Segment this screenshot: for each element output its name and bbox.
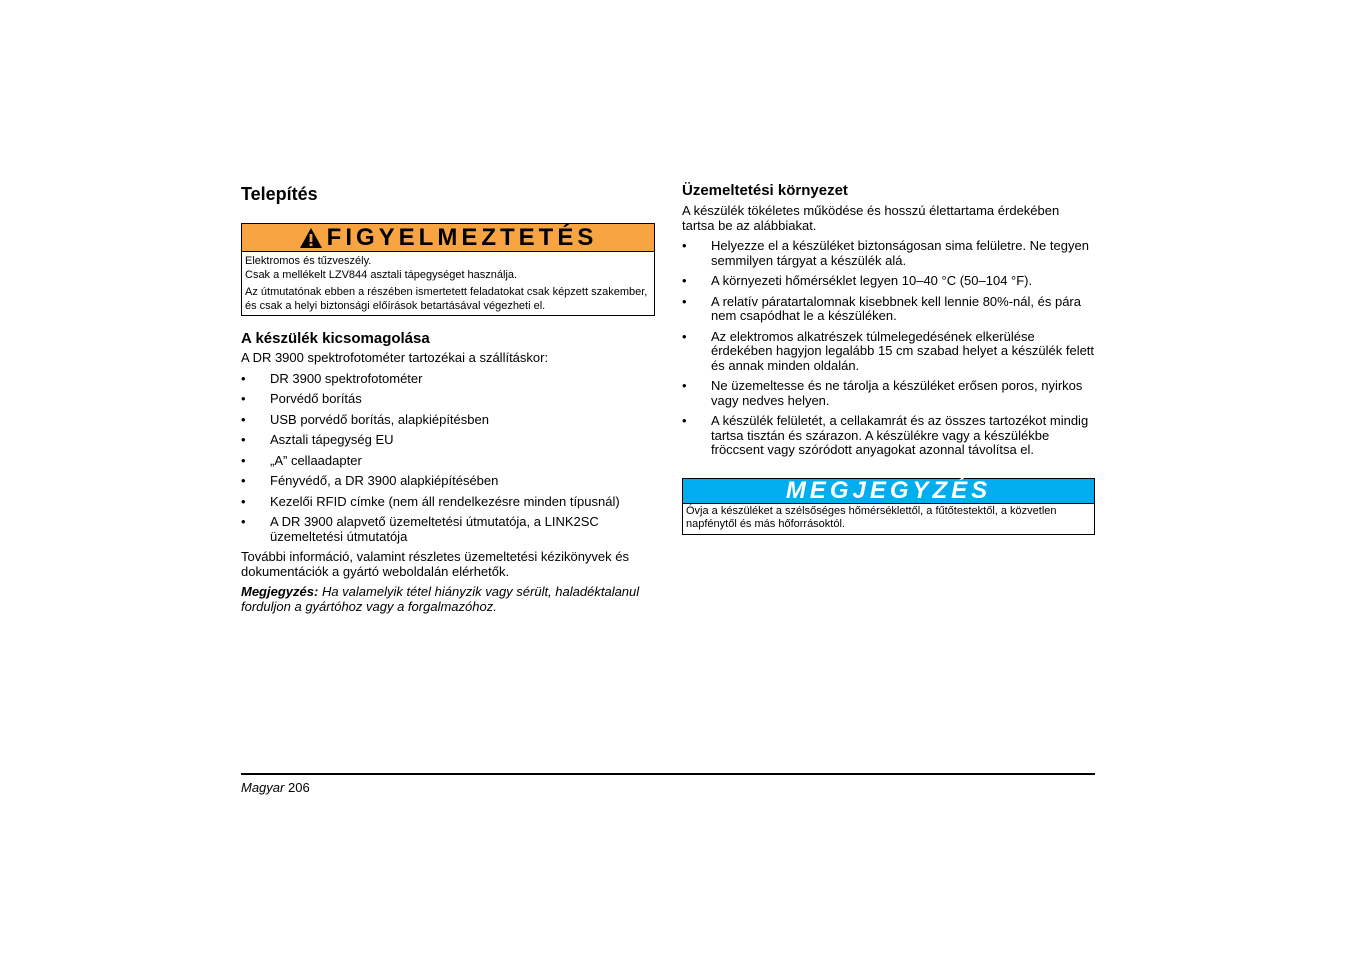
list-item: • Asztali tápegység EU [241,432,394,447]
note-box [682,478,1095,535]
unpack-note [241,585,655,614]
unpack-heading: A készülék kicsomagolása [241,330,430,347]
list-item: • Porvédő borítás [241,391,362,406]
footer-language: Magyar [241,780,285,795]
list-item: • Helyezze el a készüléket biztonságosan sima felületre. Ne tegyen semmilyen tárgyat a készülék alá. [682,238,1089,268]
list-item: • Az elektromos alkatrészek túlmelegedésének elkerülése érdekében hagyjon legalább 15 cm szabad helyet a készülék felett és annak minden oldalán. [682,328,1095,373]
note-heading: MEGJEGYZÉS [785,476,992,504]
more-info: További információ, valamint részletes üzemeltetési kézikönyvek és dokumentációk a gyártó weboldalán elérhetők. [241,549,630,579]
warning-body [242,252,654,315]
unpack-intro: A DR 3900 spektrofotométer tartozékai a szállításkor: [241,350,549,365]
list-item: • Ne üzemeltesse és ne tárolja a készüléket erősen poros, nyirkos vagy nedves helyen. [682,378,1083,408]
footer-divider [241,773,1095,775]
environment-list [682,239,1095,458]
warning-line-3: Az útmutatónak ebben a részében ismertetett feladatokat csak képzett szakember, és csak a helyi biztonsági előírások betartásával végezheti el. [245,286,648,312]
page-number: 206 [287,780,310,795]
list-item: • A készülék felületét, a cellakamrát és az összes tartozékot mindig tartsa tisztán és szárazon. A készülékre vagy a készülékbe fröccsent vagy szóródott anyagokat azonnal távolítsa el. [682,413,1089,457]
list-item: • A relatív páratartalomnak kisebbnek kell lennie 80%-nál, és pára nem csapódhat le a készüléken. [682,293,1081,323]
warning-line-1: Elektromos és tűzveszély. [245,255,372,267]
list-item: • A környezeti hőmérséklet legyen 10–40 °C (50–104 °F). [682,273,1033,288]
warning-line-2: Csak a mellékelt LZV844 asztali tápegységet használja. [245,269,518,281]
unpack-list [241,372,655,545]
list-item: • „A” cellaadapter [241,452,362,468]
list-item: • DR 3900 spektrofotométer [241,370,423,386]
right-column [682,182,1095,535]
note-body: Óvja a készüléket a szélsőséges hőmérséklettől, a fűtőtestektől, a közvetlen napfénytől és más hőforrásoktól. [686,504,1057,530]
section-title: Telepítés [241,184,318,204]
warning-triangle-icon [299,227,323,249]
note-header [683,476,1094,504]
warning-header [242,224,654,252]
list-item: • Kezelői RFID címke (nem áll rendelkezésre minden típusnál) [241,493,620,509]
environment-heading: Üzemeltetési környezet [682,182,848,199]
page-footer [241,781,310,795]
list-item: • Fényvédő, a DR 3900 alapkiépítésében [241,473,499,488]
warning-box [241,223,655,316]
unpack-note-label: Megjegyzés: [241,584,319,599]
warning-heading: FIGYELMEZTETÉS [326,224,598,251]
environment-intro: A készülék tökéletes működése és hosszú élettartama érdekében tartsa be az alábbiakat. [682,203,1060,233]
left-column [241,182,655,614]
list-item: • A DR 3900 alapvető üzemeltetési útmutatója, a LINK2SC üzemeltetési útmutatója [241,514,599,544]
list-item: • USB porvédő borítás, alapkiépítésben [241,411,489,427]
unpack-note-text: Ha valamelyik tétel hiányzik vagy sérült, haladéktalanul forduljon a gyártóhoz vagy a forgalmazóhoz. [241,584,640,614]
